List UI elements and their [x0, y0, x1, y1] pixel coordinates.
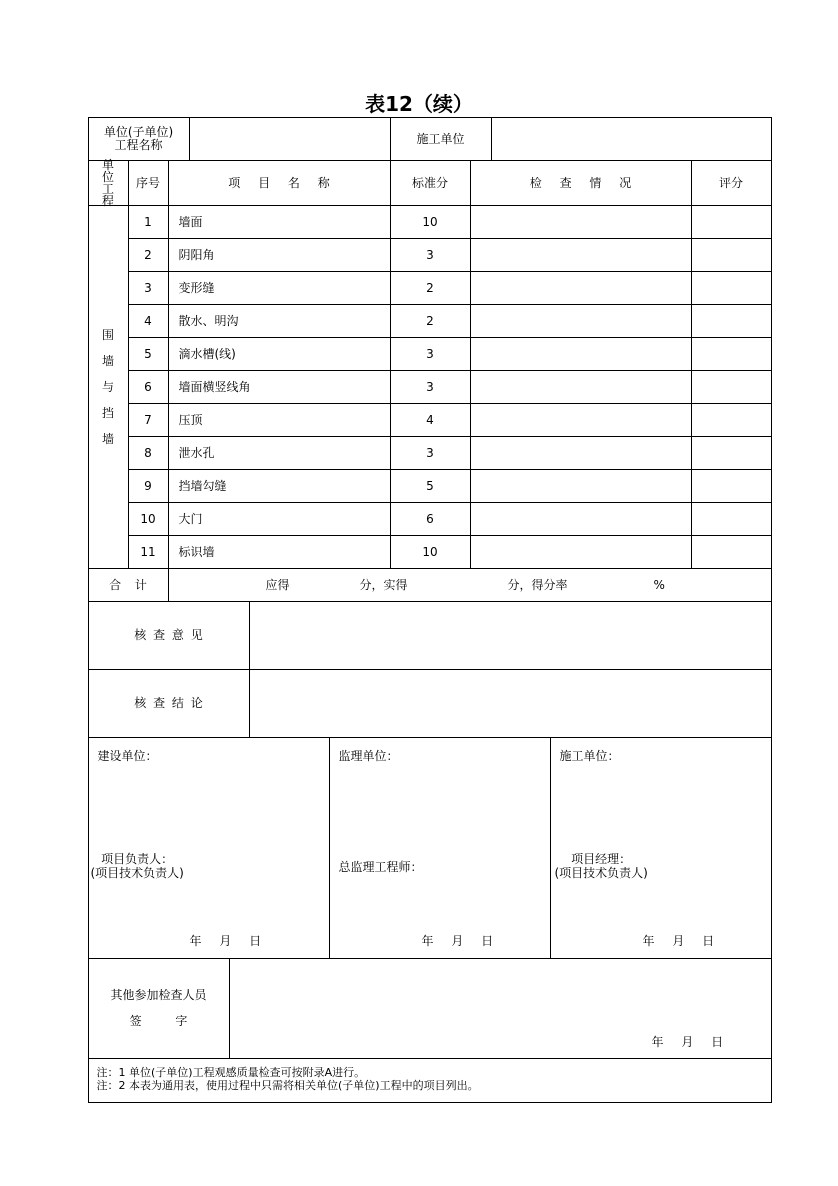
row-standard-score: 3 [390, 238, 471, 272]
signature-supervisor[interactable] [329, 737, 551, 959]
row-seq: 10 [128, 502, 169, 536]
others-sign-label: 签 字 [129, 1014, 188, 1028]
row-seq: 2 [128, 238, 169, 272]
row-standard-score: 4 [390, 403, 471, 437]
others-label-cell [88, 958, 230, 1059]
row-item-name: 泄水孔 [168, 436, 391, 470]
col-seq-header: 序号 [128, 160, 169, 206]
row-item-name: 墙面横竖线角 [168, 370, 391, 404]
others-label: 其他参加检查人员 [110, 988, 207, 1002]
signature-owner[interactable] [88, 737, 330, 959]
project-name-field[interactable] [189, 117, 391, 161]
row-item-name: 挡墙勾缝 [168, 469, 391, 503]
row-score-field[interactable] [691, 304, 772, 338]
contractor-field[interactable] [491, 117, 772, 161]
row-score-field[interactable] [691, 436, 772, 470]
row-score-field[interactable] [691, 337, 772, 371]
row-check-field[interactable] [470, 535, 692, 569]
row-item-name: 滴水槽(线) [168, 337, 391, 371]
group-label: 围墙与挡墙 [101, 327, 114, 446]
row-check-field[interactable] [470, 238, 692, 272]
row-seq: 8 [128, 436, 169, 470]
row-seq: 9 [128, 469, 169, 503]
form-title: 表12（续） [365, 92, 473, 116]
row-check-field[interactable] [470, 205, 692, 239]
col-unit-header: 单位工程 [88, 160, 129, 206]
opinion-field[interactable] [249, 601, 772, 670]
conclusion-label: 核 查 结 论 [88, 669, 250, 738]
total-got: 分，实得 [359, 577, 408, 592]
row-seq: 7 [128, 403, 169, 437]
conclusion-field[interactable] [249, 669, 772, 738]
row-standard-score: 3 [390, 337, 471, 371]
owner-date: 年 月 日 [189, 933, 262, 948]
row-standard-score: 10 [390, 535, 471, 569]
contractor-person-label: 项目经理： (项目技术负责人) [554, 851, 648, 880]
row-score-field[interactable] [691, 469, 772, 503]
opinion-label: 核 查 意 见 [88, 601, 250, 670]
row-standard-score: 6 [390, 502, 471, 536]
group-cell [88, 205, 129, 569]
row-item-name: 大门 [168, 502, 391, 536]
row-standard-score: 2 [390, 271, 471, 305]
total-label: 合 计 [88, 568, 169, 602]
owner-person-label: 项目负责人： (项目技术负责人) [90, 851, 184, 880]
others-date: 年 月 日 [651, 1034, 724, 1049]
row-check-field[interactable] [470, 370, 692, 404]
row-score-field[interactable] [691, 403, 772, 437]
supervisor-person-label: 总监理工程师： [338, 859, 423, 874]
row-seq: 3 [128, 271, 169, 305]
row-item-name: 墙面 [168, 205, 391, 239]
project-name-label: 单位(子单位) 工程名称 [88, 117, 190, 161]
row-score-field[interactable] [691, 502, 772, 536]
total-should: 应得 [265, 577, 290, 592]
row-score-field[interactable] [691, 205, 772, 239]
notes [88, 1058, 772, 1103]
note-2: 注：2 本表为通用表，使用过程中只需将相关单位(子单位)工程中的项目列出。 [96, 1078, 479, 1092]
row-standard-score: 10 [390, 205, 471, 239]
row-score-field[interactable] [691, 238, 772, 272]
row-check-field[interactable] [470, 469, 692, 503]
row-check-field[interactable] [470, 502, 692, 536]
row-seq: 5 [128, 337, 169, 371]
row-standard-score: 2 [390, 304, 471, 338]
row-check-field[interactable] [470, 436, 692, 470]
row-score-field[interactable] [691, 370, 772, 404]
row-check-field[interactable] [470, 271, 692, 305]
contractor-date: 年 月 日 [642, 933, 715, 948]
row-standard-score: 5 [390, 469, 471, 503]
owner-unit-label: 建设单位： [97, 748, 158, 763]
note-1: 注：1 单位(子单位)工程观感质量检查可按附录A进行。 [96, 1065, 366, 1079]
row-check-field[interactable] [470, 403, 692, 437]
col-item-header: 项 目 名 称 [168, 160, 391, 206]
total-cell[interactable] [168, 568, 772, 602]
row-item-name: 散水、明沟 [168, 304, 391, 338]
row-score-field[interactable] [691, 271, 772, 305]
row-item-name: 标识墙 [168, 535, 391, 569]
others-signature-field[interactable] [229, 958, 772, 1059]
row-check-field[interactable] [470, 304, 692, 338]
row-standard-score: 3 [390, 370, 471, 404]
col-standard-header: 标准分 [390, 160, 471, 206]
row-seq: 4 [128, 304, 169, 338]
supervisor-date: 年 月 日 [421, 933, 494, 948]
row-item-name: 阴阳角 [168, 238, 391, 272]
row-item-name: 压顶 [168, 403, 391, 437]
signature-contractor[interactable] [550, 737, 772, 959]
total-percent: % [653, 577, 665, 592]
col-check-header: 检 查 情 况 [470, 160, 692, 206]
row-standard-score: 3 [390, 436, 471, 470]
row-score-field[interactable] [691, 535, 772, 569]
row-check-field[interactable] [470, 337, 692, 371]
row-seq: 6 [128, 370, 169, 404]
row-item-name: 变形缝 [168, 271, 391, 305]
row-seq: 11 [128, 535, 169, 569]
supervisor-unit-label: 监理单位： [338, 748, 399, 763]
row-seq: 1 [128, 205, 169, 239]
col-score-header: 评分 [691, 160, 772, 206]
total-rate: 分，得分率 [507, 577, 568, 592]
contractor-label: 施工单位 [390, 117, 492, 161]
contractor-unit-label: 施工单位： [559, 748, 620, 763]
